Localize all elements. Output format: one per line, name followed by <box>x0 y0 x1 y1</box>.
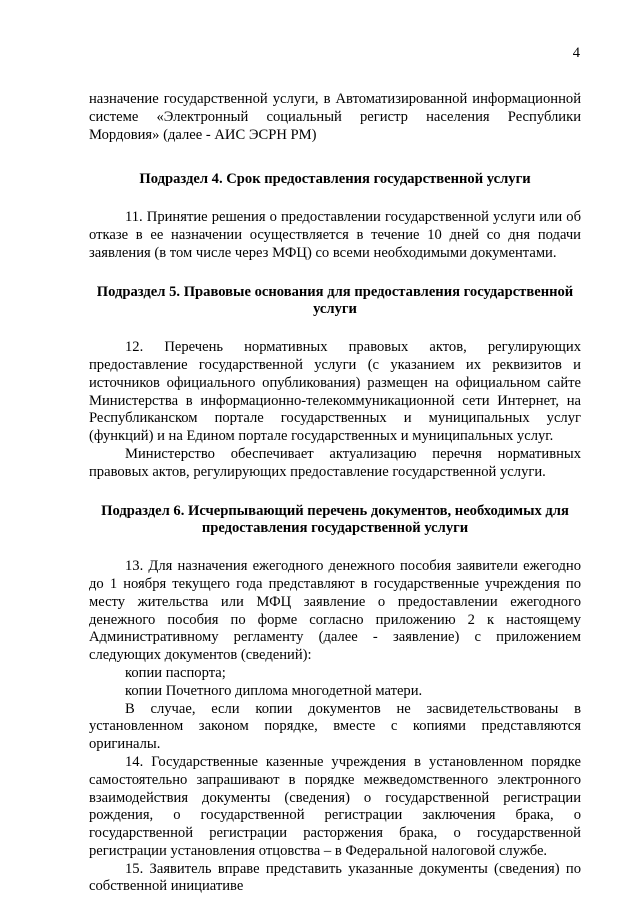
heading-subsection-4: Подраздел 4. Срок предоставления государственной услуги <box>139 171 531 188</box>
paragraph-11: 11. Принятие решения о предоставлении государственной услуги или об отказе в ее назначении осуществляется в течение 10 дней со дня подачи заявления (в том числе через МФЦ) со всеми необходимыми документами. <box>89 209 581 261</box>
heading-subsection-5: Подраздел 5. Правовые основания для предоставления государственной услуги <box>96 283 574 318</box>
heading-subsection-6: Подраздел 6. Исчерпывающий перечень документов, необходимых для предоставления государственной услуги <box>101 502 569 537</box>
paragraph-14: 14. Государственные казенные учреждения в установленном порядке самостоятельно запрашивают в порядке межведомственного электронного взаимодействия документы (сведения) о государственной регистрации рождения, о государственной регистрации заключения брака, о государственной регистрации расторжения брака, о государственной регистрации установления отцовства – в Федеральной налоговой службе. <box>89 753 581 859</box>
paragraph-13: 13. Для назначения ежегодного денежного пособия заявители ежегодно до 1 ноября текущего года представляют в государственные учреждения по месту жительства или МФЦ заявление о предоставлении ежегодного денежного пособия по форме согласно приложению 2 к настоящему Административному регламенту (далее - заявление) с приложением следующих документов (сведений): <box>89 558 581 664</box>
page-content <box>89 91 581 896</box>
paragraph-intro: назначение государственной услуги, в Автоматизированной информационной системе «Электронный социальный регистр населения Республики Мордовия» (далее - АИС ЭСРН РМ) <box>89 91 581 143</box>
paragraph-12-continued: Министерство обеспечивает актуализацию перечня нормативных правовых актов, регулирующих предоставление государственной услуги. <box>89 445 581 480</box>
paragraph-15: 15. Заявитель вправе представить указанные документы (сведения) по собственной инициативе <box>89 860 581 895</box>
paragraph-12: 12. Перечень нормативных правовых актов, регулирующих предоставление государственной услуги (с указанием их реквизитов и источников официального опубликования) размещен на официальном сайте Министерства в информационно-телекоммуникационной сети Интернет, на Республиканском портале государственных и муниципальных услуг (функций) и на Едином портале государственных и муниципальных услуг. <box>89 339 581 445</box>
list-item-passport-copy: копии паспорта; <box>125 664 226 681</box>
paragraph-13-originals: В случае, если копии документов не засвидетельствованы в установленном законом порядке, вместе с копиями представляются оригиналы. <box>89 700 581 753</box>
page-number: 4 <box>572 45 580 61</box>
list-item-diploma-copy: копии Почетного диплома многодетной матери. <box>125 682 423 699</box>
